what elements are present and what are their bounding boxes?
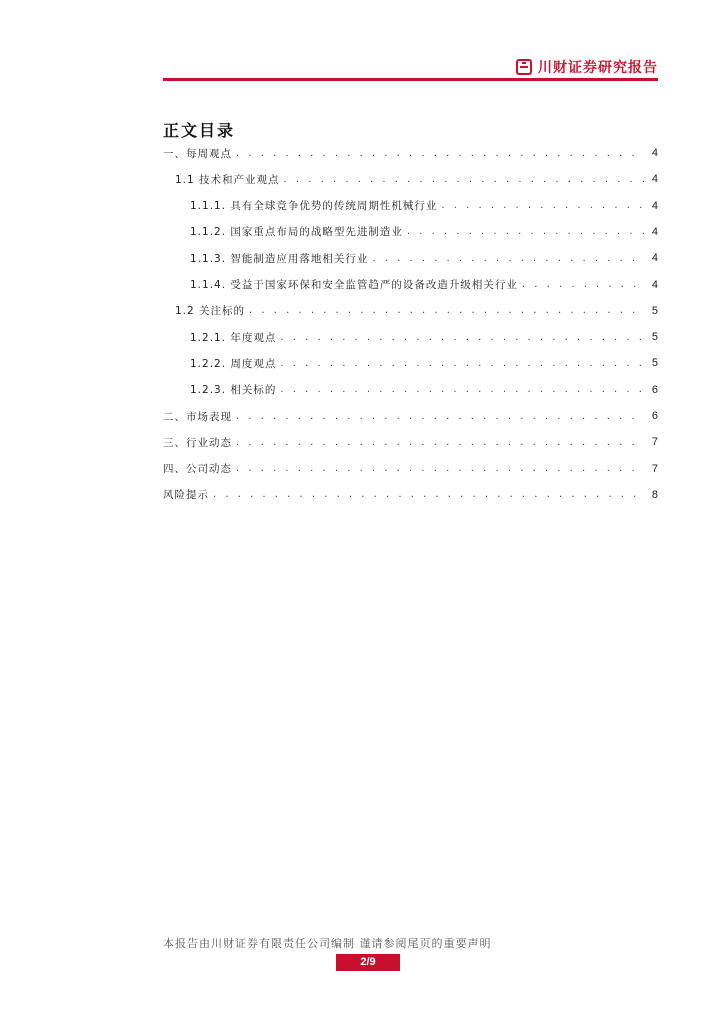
toc-entry-label: 二、市场表现 [163, 410, 232, 423]
toc-entry-page: 4 [651, 147, 658, 159]
toc-leader-dots [280, 332, 644, 343]
toc-entry-page: 5 [651, 331, 658, 344]
toc-entry-page: 6 [651, 410, 658, 422]
toc-leader-dots [372, 253, 644, 264]
toc-entry-label: 1.2 关注标的 [175, 305, 246, 318]
toc-entry-label: 1.1.2. 国家重点布局的战略型先进制造业 [190, 226, 403, 239]
toc-entry-page: 5 [651, 304, 658, 317]
toc-leader-dots [236, 463, 644, 474]
toc-entry[interactable] [163, 219, 658, 245]
toc-entry[interactable] [163, 377, 658, 403]
toc-entry-label: 1.2.3. 相关标的 [190, 384, 277, 397]
toc-entry-label: 1.2.1. 年度观点 [190, 331, 277, 344]
toc-entry[interactable] [163, 350, 658, 376]
toc-entry-page: 4 [651, 225, 658, 238]
toc-leader-dots [236, 437, 644, 448]
page-indicator: 2/9 [336, 954, 400, 971]
toc-entry-label: 一、每周观点 [163, 147, 232, 160]
toc-entry[interactable] [163, 245, 658, 271]
toc-entry-page: 4 [651, 252, 658, 265]
toc-entry[interactable] [163, 403, 658, 429]
toc-leader-dots [407, 226, 644, 237]
toc-entry-label: 1.1.4. 受益于国家环保和安全监管趋严的设备改造升级相关行业 [190, 279, 518, 291]
toc-entry-label: 四、公司动态 [163, 463, 232, 476]
toc-entry-page: 4 [651, 173, 658, 186]
toc-entry[interactable] [163, 193, 658, 219]
toc-entry-page: 4 [651, 199, 658, 212]
toc-entry[interactable] [163, 482, 658, 508]
footer-disclaimer: 本报告由川财证券有限责任公司编制 谨请参阅尾页的重要声明 [163, 937, 492, 950]
toc-entry[interactable] [163, 429, 658, 455]
toc-entry-page: 8 [651, 488, 658, 501]
toc-entry-page: 7 [651, 436, 658, 449]
toc-leader-dots [236, 148, 644, 159]
toc-entry-page: 4 [651, 278, 658, 291]
header-divider [163, 78, 658, 81]
toc-entry[interactable] [163, 140, 658, 166]
company-logo-icon [516, 59, 532, 75]
toc-entry-label: 1.1.3. 智能制造应用落地相关行业 [190, 252, 369, 265]
header-brand [516, 57, 658, 77]
toc-leader-dots [441, 200, 644, 211]
toc-entry-page: 5 [651, 357, 658, 370]
toc-leader-dots [280, 358, 644, 369]
toc-entry[interactable] [163, 324, 658, 350]
toc-leader-dots [236, 411, 644, 422]
toc-entry[interactable] [163, 272, 658, 298]
toc-entry-label: 1.1.1. 具有全球竞争优势的传统周期性机械行业 [190, 200, 438, 213]
brand-title: 川财证券研究报告 [538, 60, 658, 76]
toc-entry[interactable] [163, 298, 658, 324]
toc-entry-label: 风险提示 [163, 489, 209, 502]
toc-leader-dots [280, 384, 644, 395]
toc-entry-label: 1.2.2. 周度观点 [190, 357, 277, 370]
toc-entry-page: 6 [651, 383, 658, 396]
toc-entry-label: 三、行业动态 [163, 436, 232, 449]
toc-leader-dots [522, 279, 644, 290]
toc-leader-dots [249, 305, 644, 316]
toc-leader-dots [284, 174, 644, 185]
toc-entry[interactable] [163, 166, 658, 192]
toc-entry[interactable] [163, 456, 658, 482]
toc-title: 正文目录 [163, 121, 236, 140]
toc-entry-page: 7 [651, 462, 658, 475]
toc-entry-label: 1.1 技术和产业观点 [175, 173, 280, 186]
toc-leader-dots [213, 489, 644, 500]
